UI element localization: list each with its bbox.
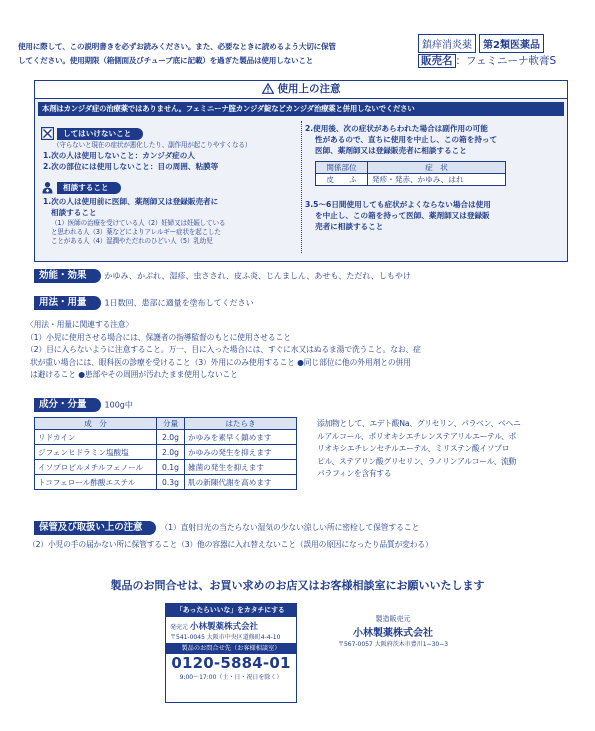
storage-section [34, 521, 419, 535]
sales-name [418, 53, 556, 68]
dont-label: してはいけないこと [57, 128, 143, 140]
caution-box [34, 80, 568, 262]
table-cell: かゆみを素早く鎮めます [185, 430, 297, 445]
table-cell: 0.3g [157, 475, 185, 490]
table-cell: 2.0g [157, 430, 185, 445]
consult-subitems: ことがある人（4）湿潤やただれのひどい人（5）乳幼児 [51, 237, 213, 245]
table-row [35, 430, 297, 445]
side-effect-item: 性があるので、直ちに使用を中止し、この箱を持って [315, 135, 498, 144]
consult-section [41, 175, 303, 194]
seller-prefix: 発売元 [170, 624, 189, 631]
consult-label: 相談すること [57, 182, 121, 194]
drug-category-badge: 第2類医薬品 [479, 34, 544, 53]
table-row [35, 445, 297, 460]
dont-item: 2.次の部位には使用しないこと：目の周囲、粘膜等 [43, 162, 219, 171]
usage-related-notes [26, 319, 576, 382]
side-effect-item: 医師、薬剤師又は登録販売者に相談すること [315, 146, 467, 155]
seller-address: 〒541-0045 大阪市中央区道修町4-4-10 [170, 634, 281, 641]
table-cell: 皮 ふ [316, 174, 368, 186]
ingredients-label: 成分・分量 [34, 398, 101, 412]
consult-subitems: （1）医師の治療を受けている人（2）妊婦又は妊娠している [51, 219, 226, 227]
symptom-table [315, 161, 506, 186]
support-band: 製品のお問合せ先（お客様相談室） [166, 643, 296, 654]
maker-address: 〒567-0057 大阪府茨木市豊川1−30−3 [337, 641, 449, 648]
table-cell: 0.1g [157, 460, 185, 475]
table-header-row [316, 162, 506, 174]
storage-line: （2）小児の手の届かない所に保管すること（3）他の容器に入れ替えないこと（誤用の原因になったり品質が変わる） [28, 540, 433, 549]
usage-section [34, 296, 254, 310]
table-row [35, 460, 297, 475]
maker-label: 製造販売元 [375, 615, 411, 623]
caution-banner: 本剤はカンジダ症の治療薬ではありません。フェミニーナ腟カンジダ錠などカンジダ治療薬と併用しないでください [38, 102, 564, 116]
customer-support-card [165, 603, 297, 703]
table-cell: トコフェロール酢酸エステル [35, 475, 157, 490]
sales-name-label: 販売名 [418, 54, 456, 68]
side-effect-item: 2.使用後、次の症状があらわれた場合は副作用の可能 [305, 124, 488, 133]
usage-label: 用法・用量 [34, 296, 101, 310]
usage-instructions-note: 使用に際して、この説明書きを必ずお読みください。また、必要なときに読めるよう大切に保管 してください。使用期限（箱側面及びチューブ底に記載）を過ぎた製品は使用しないこと [18, 42, 336, 65]
table-header-cell: 成 分 [35, 418, 157, 430]
continued-use-item: 売者に相談すること [315, 222, 384, 231]
seller-info [166, 617, 296, 641]
additives-text: 添加物として、エデト酸Na、グリセリン、パラベン、ベヘニ ルアルコール、ポリオキシエチレンステアリルエーテル、ポ リオキシエチレンセチルエーテル、ミリステン酸イソプロ ピル、ステアリン酸グリセリン、ラノリンアルコール、流動 パラフィンを含有する [317, 419, 521, 478]
sales-name-value: ：フェミニーナ軟膏S [455, 55, 557, 67]
table-row [316, 174, 506, 186]
warning-triangle-icon [262, 83, 274, 100]
table-cell: 肌の新陳代謝を高めます [185, 475, 297, 490]
table-cell: 2.0g [157, 445, 185, 460]
table-header-cell: はたらき [185, 418, 297, 430]
usage-related-line: は避けること ●患部やその周囲が汚れたまま使用しないこと [30, 370, 238, 379]
consult-item: 相談すること [51, 208, 97, 217]
usage-related-line: （1）小児に使用させる場合には、保護者の指導監督のもとに使用させること [26, 332, 291, 342]
dont-item: 1.次の人は使用しないこと：カンジダ症の人 [43, 151, 195, 160]
caution-header [35, 81, 567, 99]
table-header-cell: 関係部位 [316, 162, 368, 174]
drug-classification [418, 34, 544, 53]
effect-label: 効能・効果 [34, 269, 101, 283]
table-cell: ジフェンヒドラミン塩酸塩 [35, 445, 157, 460]
table-cell: 雑菌の発生を抑えます [185, 460, 297, 475]
manufacturer-info [318, 614, 468, 648]
table-row [35, 475, 297, 490]
usage-text: 1日数回、患部に適量を塗布してください [104, 298, 254, 308]
table-cell: イソプロピルメチルフェノール [35, 460, 157, 475]
ingredients-section [34, 398, 133, 412]
ingredients-unit: 100g中 [104, 400, 133, 410]
table-header-cell: 症 状 [368, 162, 506, 174]
table-cell: かゆみの発生を抑えます [185, 445, 297, 460]
effect-text: かゆみ、かぶれ、湿疹、虫さされ、皮ふ炎、じんましん、あせも、ただれ、しもやけ [104, 271, 411, 281]
table-cell: リドカイン [35, 430, 157, 445]
effect-section [34, 269, 411, 283]
consult-subitems: と思われる人（3）薬などによりアレルギー症状を起こした [51, 228, 221, 236]
support-hours: 9:00〜17:00（土・日・祝日を除く） [179, 674, 283, 681]
caution-right-column [305, 123, 563, 232]
ingredients-table [34, 417, 297, 490]
caution-title: 使用上の注意 [277, 83, 341, 95]
storage-line: （1）直射日光の当たらない湿気の少ない涼しい所に密栓して保管すること [160, 523, 420, 532]
continued-use-item: 3.5〜6日間使用しても症状がよくならない場合は使用 [305, 200, 491, 209]
caution-left-column [41, 121, 303, 246]
table-header-row [35, 418, 297, 430]
prohibited-icon [41, 125, 54, 138]
maker-company: 小林製薬株式会社 [353, 628, 433, 639]
usage-related-title: 〈用法・用量に関連する注意〉 [26, 320, 134, 329]
inquiry-headline: 製品のお問合せは、お買い求めのお店又はお客様相談室にお願いいたします [110, 579, 485, 592]
brand-slogan: 「あったらいいな」をカタチにする [166, 604, 296, 617]
storage-label: 保管及び取扱い上の注意 [34, 521, 156, 535]
usage-related-line: 状が重い場合には、眼科医の診療を受けること（3）外用にのみ使用すること ●同じ部位に他の外用剤との併用 [30, 357, 411, 367]
seller-company: 小林製薬株式会社 [189, 622, 258, 632]
usage-related-line: （2）目に入らないように注意すること。万一、目に入った場合には、すぐに水又はぬるま湯で洗うこと。なお、症 [26, 345, 421, 354]
dont-section [41, 121, 303, 140]
support-phone: 0120-5884-01 [171, 654, 291, 672]
dont-note: （守らないと現在の症状が悪化したり、副作用が起こりやすくなる） [53, 141, 252, 149]
doctor-icon [41, 179, 54, 192]
consult-item: 1.次の人は使用前に医師、薬剤師又は登録販売者に [43, 197, 219, 206]
continued-use-item: を中止し、この箱を持って医師、薬剤師又は登録販 [315, 211, 490, 220]
drug-type-badge: 鎮痒消炎薬 [418, 34, 476, 53]
table-header-cell: 分量 [157, 418, 185, 430]
column-divider [301, 121, 302, 253]
table-cell: 発疹・発赤、かゆみ、はれ [368, 174, 506, 186]
